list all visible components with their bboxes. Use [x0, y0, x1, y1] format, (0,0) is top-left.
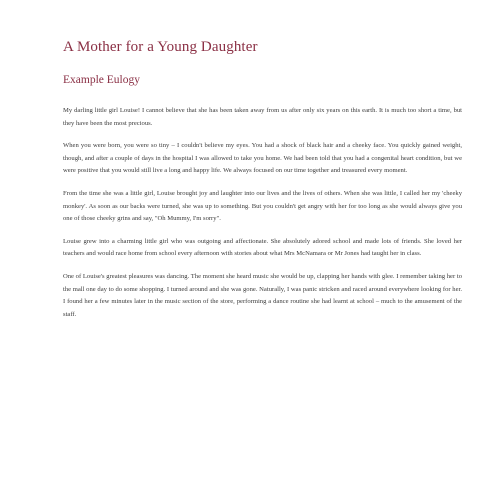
paragraph-2: When you were born, you were so tiny – I couldn't believe my eyes. You had a shock of black hair and a cheeky face. You quickly gained weight, though, and after a couple of days in the hospital I was allowed to take you home. We had been told that you had a congenital heart condition, but we were positive that you would still live a long and happy life. We always focused on our time together and treasured every moment. — [63, 142, 462, 175]
paragraph-4: Louise grew into a charming little girl who was outgoing and affectionate. She absolutely adored school and made lots of friends. She loved her teachers and would race home from school every afternoon with stories about what Mrs McNamara or Mr Jones had taught her in class. — [63, 237, 462, 258]
paragraph-1: My darling little girl Louise! I cannot believe that she has been taken away from us after only six years on this earth. It is much too short a time, but they have been the most precious. — [63, 107, 462, 127]
document-subtitle: Example Eulogy — [63, 74, 140, 86]
paragraph-3: From the time she was a little girl, Louise brought joy and laughter into our lives and the lives of others. When she was little, I called her my 'cheeky monkey'. As soon as our backs were turned, she was up to something. But you couldn't get angry with her for too long as she would always give you one of those cheeky grins and say, "Oh Mummy, I'm sorry". — [63, 189, 462, 223]
document-title: A Mother for a Young Daughter — [63, 39, 258, 55]
paragraph-5: One of Louise's greatest pleasures was dancing. The moment she heard music she would be up, clapping her hands with glee. I remember taking her to the mall one day to do some shopping. I turned around and she was gone. Naturally, I was panic stricken and raced around everywhere looking for her. I found her a few minutes later in the music section of the store, performing a dance routine she had learnt at school – much to the amusement of the staff. — [63, 272, 462, 318]
document-body — [63, 105, 462, 321]
